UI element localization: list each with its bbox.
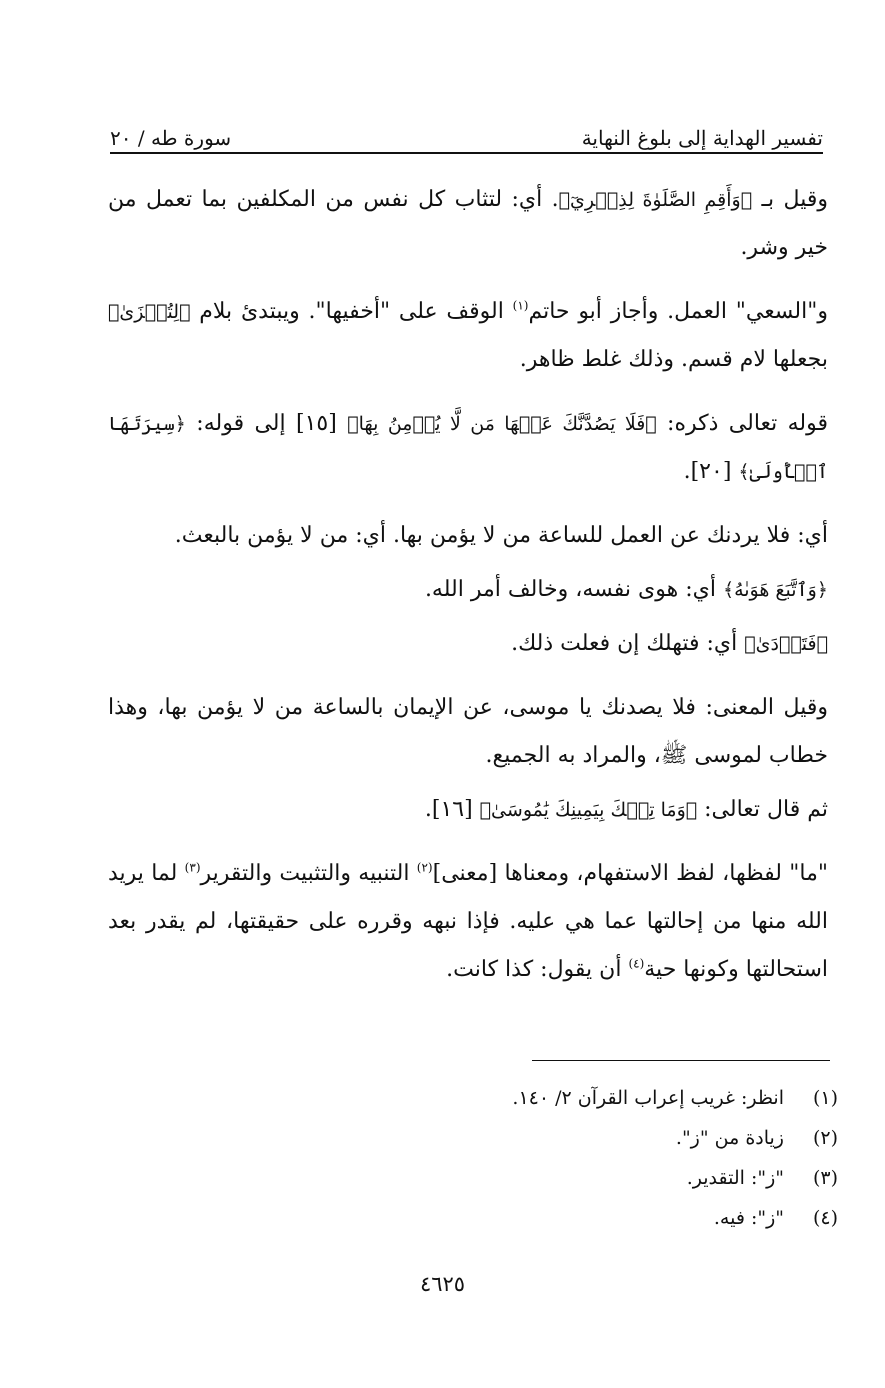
footnote-number: (٣): [812, 1167, 838, 1189]
quran-verse: ﴿وَمَا تِلۡكَ بِيَمِينِكَ يَٰمُوسَىٰ﴾: [479, 799, 698, 821]
footnote-rule: [532, 1060, 830, 1061]
paragraph-1: [108, 176, 828, 272]
footnote-item: [380, 1078, 838, 1118]
body-text: [108, 176, 828, 1010]
quran-verse: ﴿وَأَقِمِ الصَّلَوٰةَ لِذِكۡرِيٓ﴾: [558, 189, 753, 211]
paragraph-5: [108, 566, 828, 614]
paragraph-2: [108, 288, 828, 384]
text: التنبيه والتثبيت والتقرير: [200, 861, 417, 886]
quran-verse: ﴿سِيرَتَهَا ٱلۡأُولَىٰ﴾: [108, 413, 828, 483]
text: أي: هوى نفسه، وخالف أمر الله.: [424, 577, 723, 602]
footnote-text: زيادة من "ز".: [675, 1127, 784, 1149]
quran-verse: ﴿وَٱتَّبَعَ هَوَىٰهُ﴾: [722, 579, 828, 601]
text: قوله تعالى ذكره:: [656, 411, 829, 436]
paragraph-7: [108, 684, 828, 780]
paragraph-3: [108, 400, 828, 496]
running-header: [110, 118, 823, 150]
page-number: ٤٦٢٥: [419, 1272, 466, 1296]
paragraph-9: [108, 850, 828, 994]
paragraph-6: [108, 620, 828, 668]
text: و"السعي" العمل. وأجاز أبو حاتم: [528, 299, 828, 324]
footnote-text: "ز": فيه.: [713, 1207, 784, 1229]
text: الوقف على "أخفيها". ويبتدئ بلام: [190, 299, 513, 324]
footnote-item: [380, 1118, 838, 1158]
footnote-ref[interactable]: (٤): [628, 956, 645, 971]
surah-info: سورة طه / ٢٠: [110, 126, 232, 150]
footnote-number: (٢): [812, 1127, 838, 1149]
text: وقيل المعنى: فلا يصدنك يا موسى، عن الإيمان بالساعة من لا يؤمن بها، وهذا خطاب لموسى ﷺ، والمراد به الجميع.: [108, 695, 828, 768]
text: أي: فلا يردنك عن العمل للساعة من لا يؤمن بها. أي: من لا يؤمن بالبعث.: [174, 523, 828, 548]
footnotes: [380, 1078, 838, 1238]
text: أي: فتهلك إن فعلت ذلك.: [511, 631, 745, 656]
text: بجعلها لام قسم. وذلك غلط ظاهر.: [519, 347, 828, 372]
text: [١٥] إلى قوله:: [185, 411, 348, 436]
paragraph-8: [108, 786, 828, 834]
text: ثم قال تعالى:: [697, 797, 828, 822]
quran-verse: ﴿فَلَا يَصُدَّنَّكَ عَنۡهَا مَن لَّا يُؤۡمِنُ بِهَا﴾: [347, 413, 657, 435]
header-rule: [110, 152, 823, 154]
quran-verse: ﴿فَتَرۡدَىٰ﴾: [744, 633, 828, 655]
footnote-ref[interactable]: (٢): [416, 860, 433, 875]
text: أن يقول: كذا كانت.: [446, 957, 629, 982]
footnote-item: [380, 1198, 838, 1238]
text: [١٦].: [424, 797, 480, 822]
text: وقيل بـ: [752, 187, 828, 212]
text: لما يريد الله منها من إحالتها عما هي عليه. فإذا نبهه وقرره على حقيقتها، لم يقدر بعد استحالتها وكونها حية: [108, 861, 828, 982]
paragraph-4: [108, 512, 828, 560]
footnote-text: انظر: غريب إعراب القرآن ٢/ ١٤٠.: [512, 1087, 784, 1109]
footnote-number: (٤): [812, 1207, 838, 1229]
book-title: تفسير الهداية إلى بلوغ النهاية: [581, 126, 823, 150]
text: . أي: لتثاب كل نفس من المكلفين بما تعمل من خير وشر.: [108, 187, 828, 260]
footnote-text: "ز": التقدير.: [686, 1167, 784, 1189]
footnote-ref[interactable]: (١): [512, 298, 529, 313]
text: [٢٠].: [683, 459, 739, 484]
quran-verse: ﴿لِتُجۡزَىٰ﴾: [108, 301, 191, 323]
footnote-ref[interactable]: (٣): [184, 860, 201, 875]
footnote-item: [380, 1158, 838, 1198]
footnote-number: (١): [812, 1087, 838, 1109]
text: "ما" لفظها، لفظ الاستفهام، ومعناها [معنى]: [432, 861, 829, 886]
